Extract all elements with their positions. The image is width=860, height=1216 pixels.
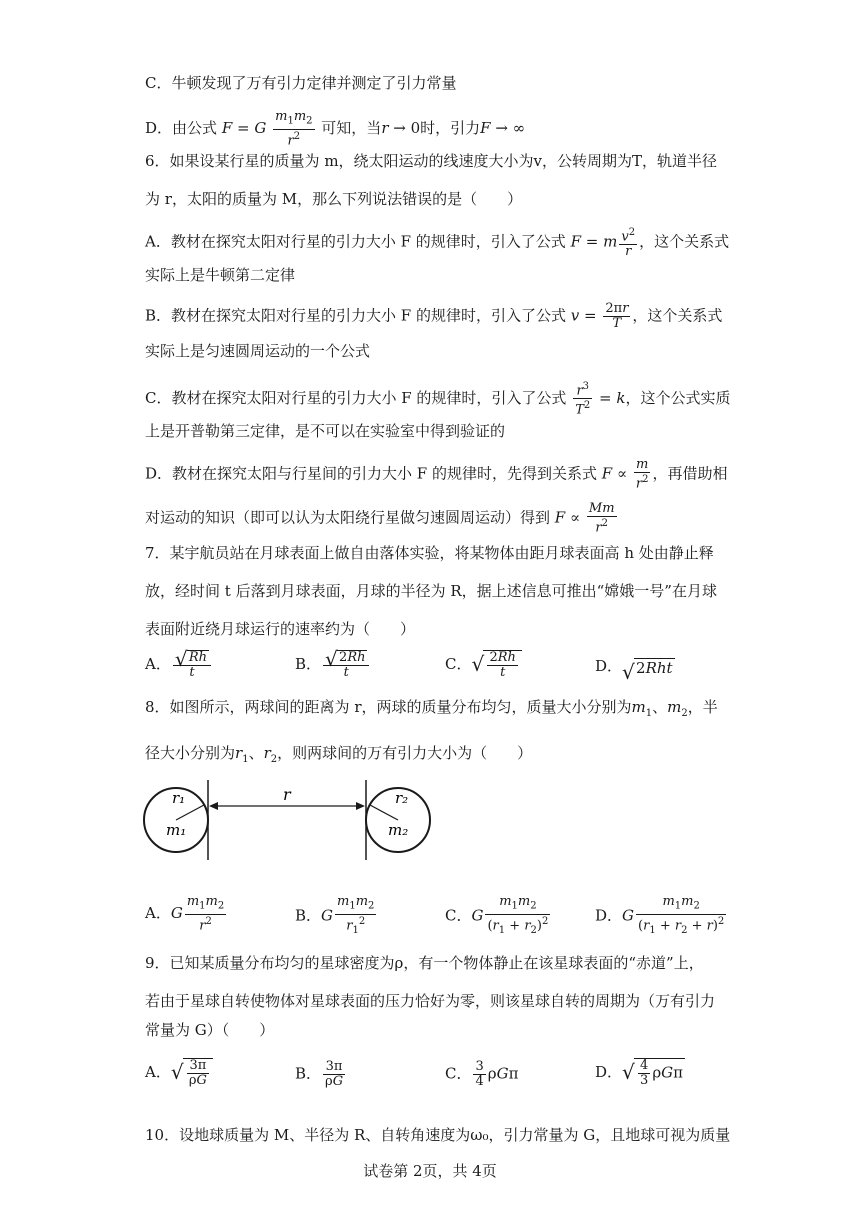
q7-option-d: D．√ 2Rht — [595, 655, 675, 677]
q6-option-a-line-2: 实际上是牛顿第二定律 — [145, 266, 296, 284]
q9-stem-line-3: 常量为 G）（ ） — [145, 1021, 275, 1039]
q8-stem-line-2: 径大小分别为$r_1$、$r_2$，则两球间的万有引力大小为（ ） — [145, 744, 533, 765]
q6-option-d-line-2: 对运动的知识（即可以认为太阳绕行星做匀速圆周运动）得到 F ∝ $\frac{Mm}{r^2}$ — [145, 501, 615, 536]
q7-stem-line-2: 放，经时间 t 后落到月球表面，月球的半径为 R，据上述信息可推出“嫦娥一号”在月球 — [145, 582, 717, 600]
q5-option-c: C．牛顿发现了万有引力定律并测定了引力常量 — [145, 74, 457, 92]
q6-option-d-line-1: D．教材在探究太阳与行星间的引力大小 F 的规律时，先得到关系式 F ∝ $\frac{m}{r^2}$ ，再借助相 — [145, 457, 728, 492]
q6-option-b-line-1: B．教材在探究太阳对行星的引力大小 F 的规律时，引入了公式 v = $\frac{2\pi r}{T}$ ，这个关系式 — [145, 301, 723, 331]
q8-option-b: B．G $\frac{m_1m_2}{r_1^2}$ — [295, 894, 375, 936]
arrow-right-head — [356, 802, 365, 810]
label-m1: m₁ — [166, 821, 187, 839]
label-r1: r₁ — [172, 789, 186, 807]
q6-option-b-line-2: 实际上是匀速圆周运动的一个公式 — [145, 342, 371, 360]
q7-option-a: A． √ $\frac{Rh}{t}$ — [145, 650, 213, 680]
radius-1-line — [176, 805, 204, 820]
q7-stem-line-3: 表面附近绕月球运行的速率约为（ ） — [145, 620, 416, 638]
q6-stem-line-1: 6．如果设某行星的质量为 m，绕太阳运动的线速度大小为v，公转周期为T，轨道半径 — [145, 152, 718, 170]
q7-option-c: C． √ $\frac{2Rh}{t}$ — [445, 650, 522, 680]
q9-option-c: C． $\frac{3}{4}$ ρGπ — [445, 1059, 519, 1089]
q8-option-a: A．G $\frac{m_1m_2}{r^2}$ — [145, 894, 225, 933]
q9-stem-line-2: 若由于星球自转使物体对星球表面的压力恰好为零，则该星球自转的周期为（万有引力 — [145, 992, 716, 1010]
q6-stem-line-2: 为 r，太阳的质量为 M，那么下列说法错误的是（ ） — [145, 190, 523, 208]
q7-option-b: B． √ $\frac{2Rh}{t}$ — [295, 650, 371, 680]
q9-option-a: A． √ $\frac{3\pi}{\rho G}$ — [145, 1058, 213, 1088]
q10-stem-line-1: 10．设地球质量为 M、半径为 R、自转角速度为ω₀，引力常量为 G，且地球可视为质量 — [145, 1126, 731, 1144]
two-spheres-figure — [140, 775, 440, 865]
label-m2: m₂ — [388, 821, 409, 839]
q5-option-d: D．由公式 F = G $\frac{m_1m_2}{r^2}$ 可知，当r → 0时，引力F → ∞ — [145, 109, 526, 148]
q6-option-c-line-2: 上是开普勒第三定律，是不可以在实验室中得到验证的 — [145, 422, 506, 440]
q9-option-d: D． √ $\frac{4}{3}$ ρGπ — [595, 1058, 685, 1088]
q8-option-c: C．G $\frac{m_1m_2}{(r_1 + r_2)^2}$ — [445, 894, 549, 936]
q8-stem-line-1: 8．如图所示，两球间的距离为 r，两球的质量分布均匀，质量大小分别为$m_1$、$m_2$，半 — [145, 698, 718, 719]
q6-option-c-line-1: C．教材在探究太阳对行星的引力大小 F 的规律时，引入了公式 $\frac{r^3}{T^2}$ = k，这个公式实质 — [145, 381, 731, 418]
arrow-left-head — [209, 802, 218, 810]
label-r2: r₂ — [395, 789, 409, 807]
page-footer: 试卷第 2页，共 4页 — [363, 1162, 497, 1180]
radius-2-line — [370, 805, 398, 820]
q7-stem-line-1: 7．某宇航员站在月球表面上做自由落体实验，将某物体由距月球表面高 h 处由静止释 — [145, 544, 714, 562]
q9-option-b: B． $\frac{3\pi}{\rho G}$ — [295, 1059, 344, 1089]
q8-option-d: D．G $\frac{m_1m_2}{(r_1 + r_2 + r)^2}$ — [595, 894, 725, 936]
q6-option-a-line-1: A．教材在探究太阳对行星的引力大小 F 的规律时，引入了公式 F = m $\frac{v^2}{r}$ ，这个关系式 — [145, 227, 730, 260]
q9-stem-line-1: 9．已知某质量分布均匀的星球密度为ρ，有一个物体静止在该星球表面的“赤道”上， — [145, 954, 704, 972]
label-r: r — [283, 785, 291, 804]
